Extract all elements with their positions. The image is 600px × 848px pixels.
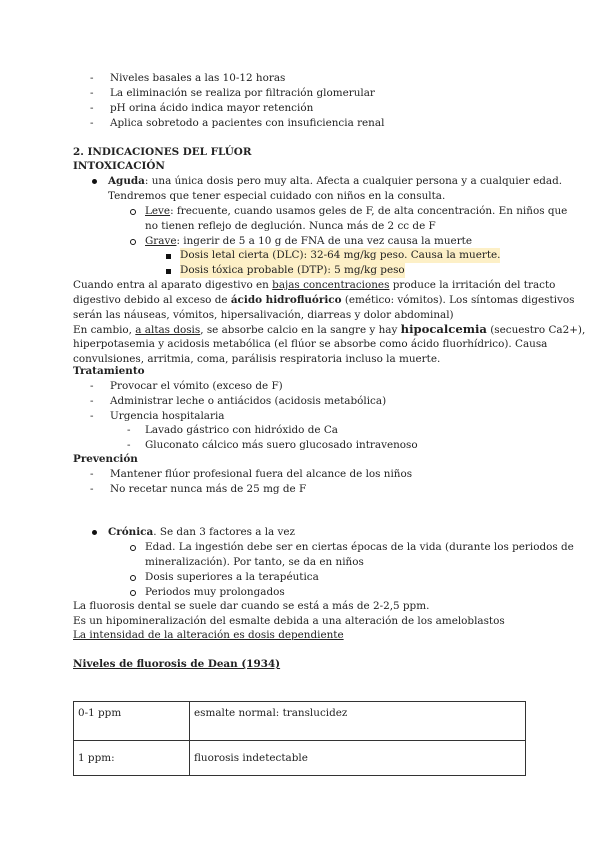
bullet-square: [166, 269, 171, 274]
hipocalcemia: hipocalcemia: [400, 322, 487, 336]
bullet-circle: [130, 590, 136, 596]
para1-line-1: [73, 278, 555, 293]
cronica-factor-1: Edad. La ingestión debe ser en ciertas épocas de la vida (durante los periodos de: [145, 541, 574, 553]
dash-bullet: -: [90, 410, 94, 422]
aguda-line-2: Tendremos que tener especial cuidado con niños en la consulta.: [108, 190, 446, 202]
tratamiento-item: Urgencia hospitalaria: [110, 410, 225, 422]
leve-label: Leve: [145, 205, 171, 217]
dash-bullet: -: [127, 424, 131, 436]
aguda-text: : una única dosis pero muy alta. Afecta a cualquier persona y a cualquier edad.: [144, 175, 563, 187]
dash-bullet: -: [127, 439, 131, 451]
dean-table: [73, 701, 526, 776]
top-list-item: La eliminación se realiza por filtración glomerular: [110, 87, 375, 99]
para2-line-1: [73, 322, 585, 338]
dash-bullet: -: [90, 380, 94, 392]
bullet-circle: [130, 575, 136, 581]
closing-line-underlined: La intensidad de la alteración es dosis dependiente: [73, 629, 344, 641]
intoxication-heading: INTOXICACIÓN: [73, 160, 165, 172]
dash-bullet: -: [90, 87, 94, 99]
grave-line: [145, 234, 472, 249]
para1-line-2: [73, 293, 574, 308]
cronica-label: Crónica: [108, 526, 154, 538]
para2-text: (secuestro Ca2+),: [486, 324, 586, 336]
leve-text: : frecuente, cuando usamos geles de F, de alta concentración. En niños que: [170, 205, 568, 217]
dean-title: Niveles de fluorosis de Dean (1934): [73, 658, 281, 670]
bullet-circle: [130, 209, 136, 215]
bajas-concentraciones: bajas concentraciones: [272, 279, 390, 291]
dose-toxica: Dosis tóxica probable (DTP): 5 mg/kg peso: [180, 264, 405, 276]
para1-line-3: serán las náuseas, vómitos, hipersalivación, diarreas y dolor abdominal): [73, 309, 454, 321]
para2-line-3: convulsiones, arritmia, coma, parálisis respiratoria incluso la muerte.: [73, 353, 441, 365]
prevencion-item: Mantener flúor profesional fuera del alcance de los niños: [110, 468, 413, 480]
cronica-factor-3: Periodos muy prolongados: [145, 586, 285, 598]
bullet-circle: [130, 239, 136, 245]
table-row: [74, 741, 526, 776]
dash-bullet: -: [90, 395, 94, 407]
bullet-dot: [92, 179, 97, 184]
altas-dosis: a altas dosis: [135, 324, 201, 336]
tratamiento-subitem: Gluconato cálcico más suero glucosado intravenoso: [145, 439, 418, 451]
dash-bullet: -: [90, 468, 94, 480]
tratamiento-subitem: Lavado gástrico con hidróxido de Ca: [145, 424, 338, 436]
aguda-line: [108, 174, 562, 189]
bullet-dot: [92, 530, 97, 535]
para2-text: , se absorbe calcio en la sangre y hay: [200, 324, 401, 336]
cronica-text: . Se dan 3 factores a la vez: [153, 526, 296, 538]
leve-line: [145, 204, 567, 219]
cronica-factor-1-cont: mineralización). Por tanto, se da en niños: [145, 556, 364, 568]
grave-label: Grave: [145, 235, 177, 247]
bullet-square: [166, 254, 171, 259]
tratamiento-heading: Tratamiento: [73, 365, 145, 377]
tratamiento-item: Administrar leche o antiácidos (acidosis metabólica): [110, 395, 387, 407]
para1-text: digestivo debido al exceso de: [73, 294, 231, 306]
table-row: [74, 702, 526, 741]
top-list-item: Niveles basales a las 10-12 horas: [110, 72, 286, 84]
acido-hidrofluorico: ácido hidrofluórico: [230, 294, 342, 306]
prevencion-heading: Prevención: [73, 453, 138, 465]
table-cell-desc: esmalte normal: translucidez: [190, 702, 526, 741]
dash-bullet: -: [90, 72, 94, 84]
dash-bullet: -: [90, 102, 94, 114]
closing-line: La fluorosis dental se suele dar cuando se está a más de 2-2,5 ppm.: [73, 600, 430, 612]
section-heading: 2. INDICACIONES DEL FLÚOR: [73, 146, 252, 158]
grave-text: : ingerir de 5 a 10 g de FNA de una vez causa la muerte: [176, 235, 472, 247]
cronica-line: [108, 525, 295, 540]
para1-text: Cuando entra al aparato digestivo en: [73, 279, 273, 291]
para1-text: (emético: vómitos). Los síntomas digestivos: [341, 294, 575, 306]
top-list-item: pH orina ácido indica mayor retención: [110, 102, 314, 114]
dash-bullet: -: [90, 117, 94, 129]
aguda-label: Aguda: [108, 175, 145, 187]
tratamiento-item: Provocar el vómito (exceso de F): [110, 380, 283, 392]
table-cell-level: 1 ppm:: [74, 741, 190, 776]
para1-text: produce la irritación del tracto: [389, 279, 556, 291]
cronica-factor-2: Dosis superiores a la terapéutica: [145, 571, 319, 583]
leve-line-2: no tienen reflejo de deglución. Nunca más de 2 cc de F: [145, 220, 436, 232]
table-cell-level: 0-1 ppm: [74, 702, 190, 741]
dash-bullet: -: [90, 483, 94, 495]
para2-line-2: hiperpotasemia y acidosis metabólica (el flúor se absorbe como ácido fluorhídrico). Causa: [73, 338, 548, 350]
para2-text: En cambio,: [73, 324, 136, 336]
top-list-item: Aplica sobretodo a pacientes con insuficiencia renal: [110, 117, 385, 129]
bullet-circle: [130, 545, 136, 551]
dose-letal: Dosis letal cierta (DLC): 32-64 mg/kg peso. Causa la muerte.: [180, 249, 501, 261]
closing-line: Es un hipomineralización del esmalte debida a una alteración de los ameloblastos: [73, 615, 505, 627]
table-cell-desc: fluorosis indetectable: [190, 741, 526, 776]
prevencion-item: No recetar nunca más de 25 mg de F: [110, 483, 307, 495]
